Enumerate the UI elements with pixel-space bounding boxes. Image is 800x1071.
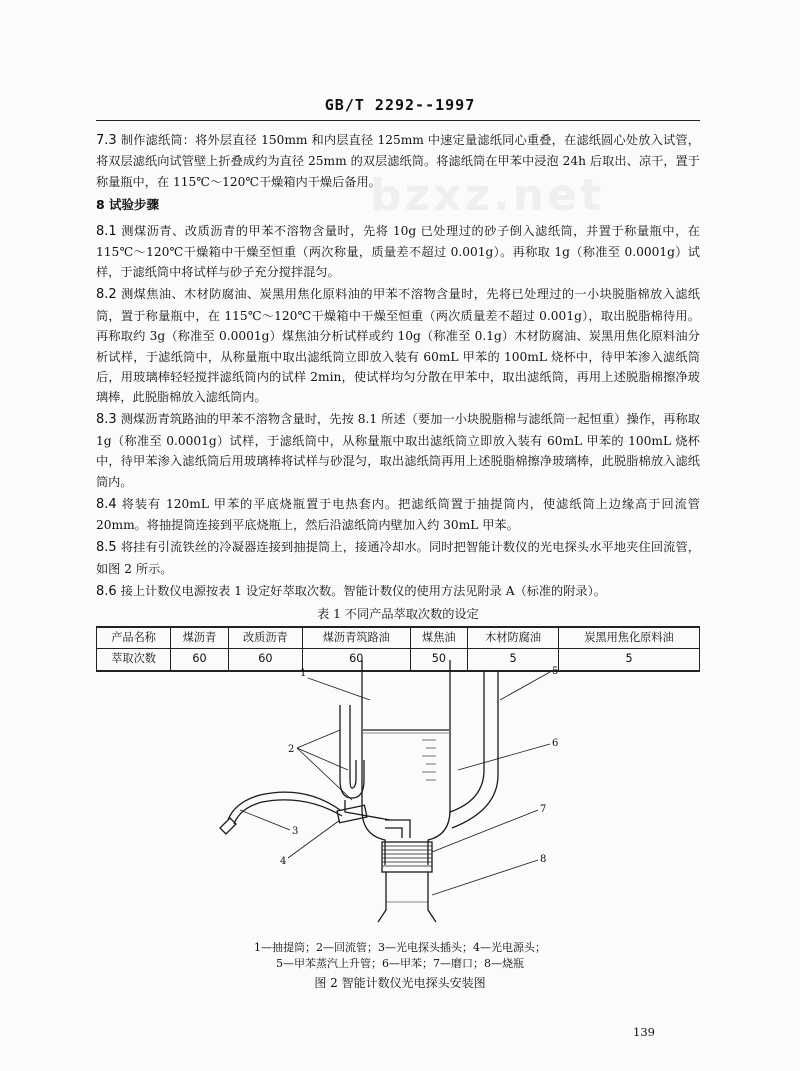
flask	[378, 872, 436, 922]
clause-text: 接上计数仪电源按表 1 设定好萃取次数。智能计数仪的使用方法见附录 A（标准的附录）。	[120, 583, 606, 598]
table-cell: 60	[302, 649, 410, 671]
callout-8: 8	[540, 854, 547, 865]
reflux-tube	[340, 705, 364, 798]
callout-2: 2	[288, 744, 295, 755]
paragraph-8-6	[96, 581, 700, 602]
table-header-cell: 炭黑用焦化原料油	[559, 627, 700, 649]
watermark: bzxz.net	[370, 170, 605, 221]
clause-number: 8.2	[96, 287, 117, 303]
clause-number: 7.3	[96, 133, 117, 148]
figure-legend-line-1: 1—抽提筒；2—回流管；3—光电探头插头；4—光电源头；	[254, 941, 546, 954]
figure-caption: 图 2 智能计数仪光电探头安装图	[314, 976, 486, 990]
standard-code-header: GB/T 2292--1997	[324, 96, 476, 114]
figure-2-apparatus-diagram	[200, 660, 680, 930]
clause-number: 8.3	[96, 412, 117, 428]
table-header-cell: 煤焦油	[410, 627, 468, 649]
page-number: 139	[633, 1025, 655, 1039]
table-cell: 50	[410, 649, 468, 671]
table-cell: 5	[468, 649, 559, 671]
clause-number: 8.6	[96, 583, 117, 599]
clause-text: 测煤焦油、木材防腐油、炭黑用焦化原料油的甲苯不溶物含量时，先将已处理过的一小块脱脂棉放入滤纸筒，置于称量瓶中，在 115℃～120℃干燥箱中干燥至恒重（两次质量差不超过 0.001g），取出脱脂棉待用。再称取约 3g（称准至 0.0001g）煤焦油分析试样或约 10g（称准至 0.1g）木材防腐油、炭黑用焦化原料油分析试样，于滤纸筒中，从称量瓶中取出滤纸筒立即放入装有 60mL 甲苯的 100mL 烧杯中，待甲苯渗入滤纸筒后，用玻璃棒轻轻搅拌滤纸筒内的试样 2min，使试样均匀分散在甲苯中，取出滤纸筒，再用上述脱脂棉擦净玻璃棒，此脱脂棉放入滤纸筒内。	[96, 287, 700, 405]
clause-text: 将装有 120mL 甲苯的平底烧瓶置于电热套内。把滤纸筒置于抽提筒内，使滤纸筒上边缘高于回流管 20mm。将抽提筒连接到平底烧瓶上，然后沿滤纸筒内壁加入约 30mL 甲苯。	[96, 496, 700, 533]
paragraph-8-2	[96, 284, 700, 407]
paragraph-8-3	[96, 409, 700, 492]
table-header-cell: 木材防腐油	[468, 627, 559, 649]
table-header-cell: 产品名称	[97, 627, 171, 649]
clause-text: 制作滤纸筒：将外层直径 150mm 和内层直径 125mm 中速定量滤纸同心重叠，在滤纸圆心处放入试管，将双层滤纸向试管壁上折叠成约为直径 25mm 的双层滤纸筒。将滤纸筒在甲苯中浸泡 24h 后取出、凉干，置于称量瓶中，在 115℃～120℃干燥箱内干燥后备用。	[96, 133, 700, 189]
paragraph-8-4	[96, 494, 700, 536]
figure-legend-line-2: 5—甲苯蒸汽上升管；6—甲苯；7—磨口；8—烧瓶	[276, 957, 524, 970]
figure-legend	[0, 940, 800, 972]
callout-1: 1	[300, 668, 307, 679]
callout-6: 6	[552, 738, 559, 749]
clause-text: 测煤沥青、改质沥青的甲苯不溶物含量时，先将 10g 已处理过的砂子倒入滤纸筒，并置于称量瓶中，在 115℃～120℃干燥箱中干燥至恒重（两次称量，质量差不超过 0.001g）。再称取 1g（称准至 0.0001g）试样，于滤纸筒中将试样与砂子充分搅拌混匀。	[96, 223, 700, 280]
ground-joint	[382, 842, 432, 872]
table-header-cell: 煤沥青	[171, 627, 229, 649]
callout-7: 7	[540, 804, 547, 815]
clause-number: 8.4	[96, 496, 117, 512]
table-header-cell: 煤沥青筑路油	[302, 627, 410, 649]
table-cell: 萃取次数	[97, 649, 171, 671]
probe-cable	[228, 792, 342, 824]
body-text	[96, 130, 700, 672]
clause-number: 8.5	[96, 540, 117, 556]
callout-5: 5	[552, 666, 559, 677]
header-rule	[96, 120, 700, 121]
clause-text: 测煤沥青筑路油的甲苯不溶物含量时，先按 8.1 所述（要加一小块脱脂棉与滤纸筒一起恒重）操作，再称取 1g（称准至 0.0001g）试样，于滤纸筒中，从称量瓶中取出滤纸筒立即放入装有 60mL 甲苯的 100mL 烧杯中，待甲苯渗入滤纸筒后用玻璃棒将试样与砂混匀，取出滤纸筒再用上述脱脂棉擦净玻璃棒，此脱脂棉放入滤纸筒内。	[96, 412, 700, 489]
section-title-8: 8 试验步骤	[96, 197, 160, 213]
callout-4: 4	[280, 856, 287, 867]
paragraph-7-3	[96, 130, 700, 192]
clause-number: 8.1	[96, 223, 117, 239]
extractor-tube	[362, 660, 450, 865]
table-cell: 60	[228, 649, 302, 671]
table-header-row	[97, 627, 700, 649]
paragraph-8-1	[96, 221, 700, 283]
probe-plug	[220, 818, 236, 834]
clause-text: 将挂有引流铁丝的冷凝器连接到抽提筒上，接通冷却水。同时把智能计数仪的光电探头水平地夹住回流管，如图 2 所示。	[96, 540, 700, 576]
table-caption: 表 1 不同产品萃取次数的设定	[317, 606, 479, 621]
table-header-cell: 改质沥青	[228, 627, 302, 649]
paragraph-8-5	[96, 537, 700, 579]
table-cell: 5	[559, 649, 700, 671]
callout-3: 3	[292, 826, 299, 837]
table-cell: 60	[171, 649, 229, 671]
vapor-riser-tube	[450, 670, 498, 828]
